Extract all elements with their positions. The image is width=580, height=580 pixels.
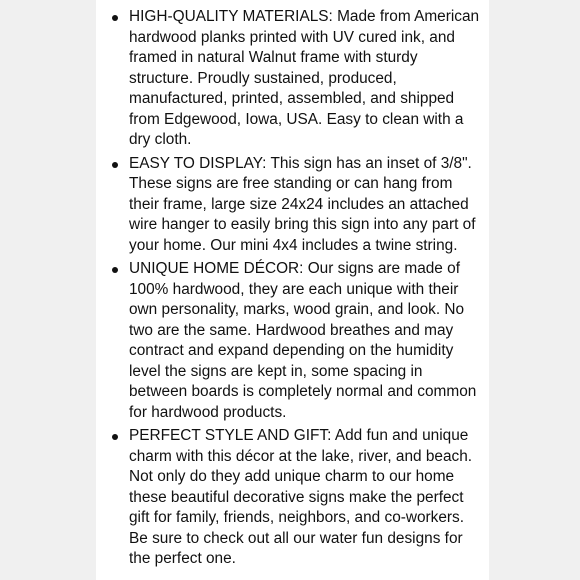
bullet-icon [112,267,118,273]
feature-text: PERFECT STYLE AND GIFT: Add fun and unique charm with this décor at the lake, river, and beach. Not only do they add unique charm to our home these beautiful decorative signs make the perfect gift for family, friends, neighbors, and co-workers. Be sure to check out all our water fun designs for the perfect one. [129,427,473,567]
feature-text: UNIQUE HOME DÉCOR: Our signs are made of 100% hardwood, they are each unique with their own personality, marks, wood grain, and look. No two are the same. Hardwood breathes and may contract and expand depending on the humidity level the signs are kept in, some spacing in between boards is completely normal and common for hardwood products. [129,260,477,421]
feature-text: HIGH-QUALITY MATERIALS: Made from American hardwood planks printed with UV cured ink, and framed in natural Walnut frame with sturdy structure. Proudly sustained, produced, manufactured, printed, assembled, and shipped from Edgewood, Iowa, USA. Easy to clean with a dry cloth. [129,8,480,148]
feature-item-decor [96,259,489,423]
bullet-icon [112,15,118,21]
bullet-icon [112,434,118,440]
feature-bullet-list [96,7,489,573]
bullet-icon [112,162,118,168]
feature-text: EASY TO DISPLAY: This sign has an inset of 3/8". These signs are free standing or can hang from their frame, large size 24x24 includes an attached wire hanger to easily bring this sign into any part of your home. Our mini 4x4 includes a twine string. [129,154,476,254]
feature-item-display [96,154,489,257]
product-description-panel [96,0,489,580]
feature-item-gift [96,426,489,570]
feature-item-materials [96,7,489,151]
